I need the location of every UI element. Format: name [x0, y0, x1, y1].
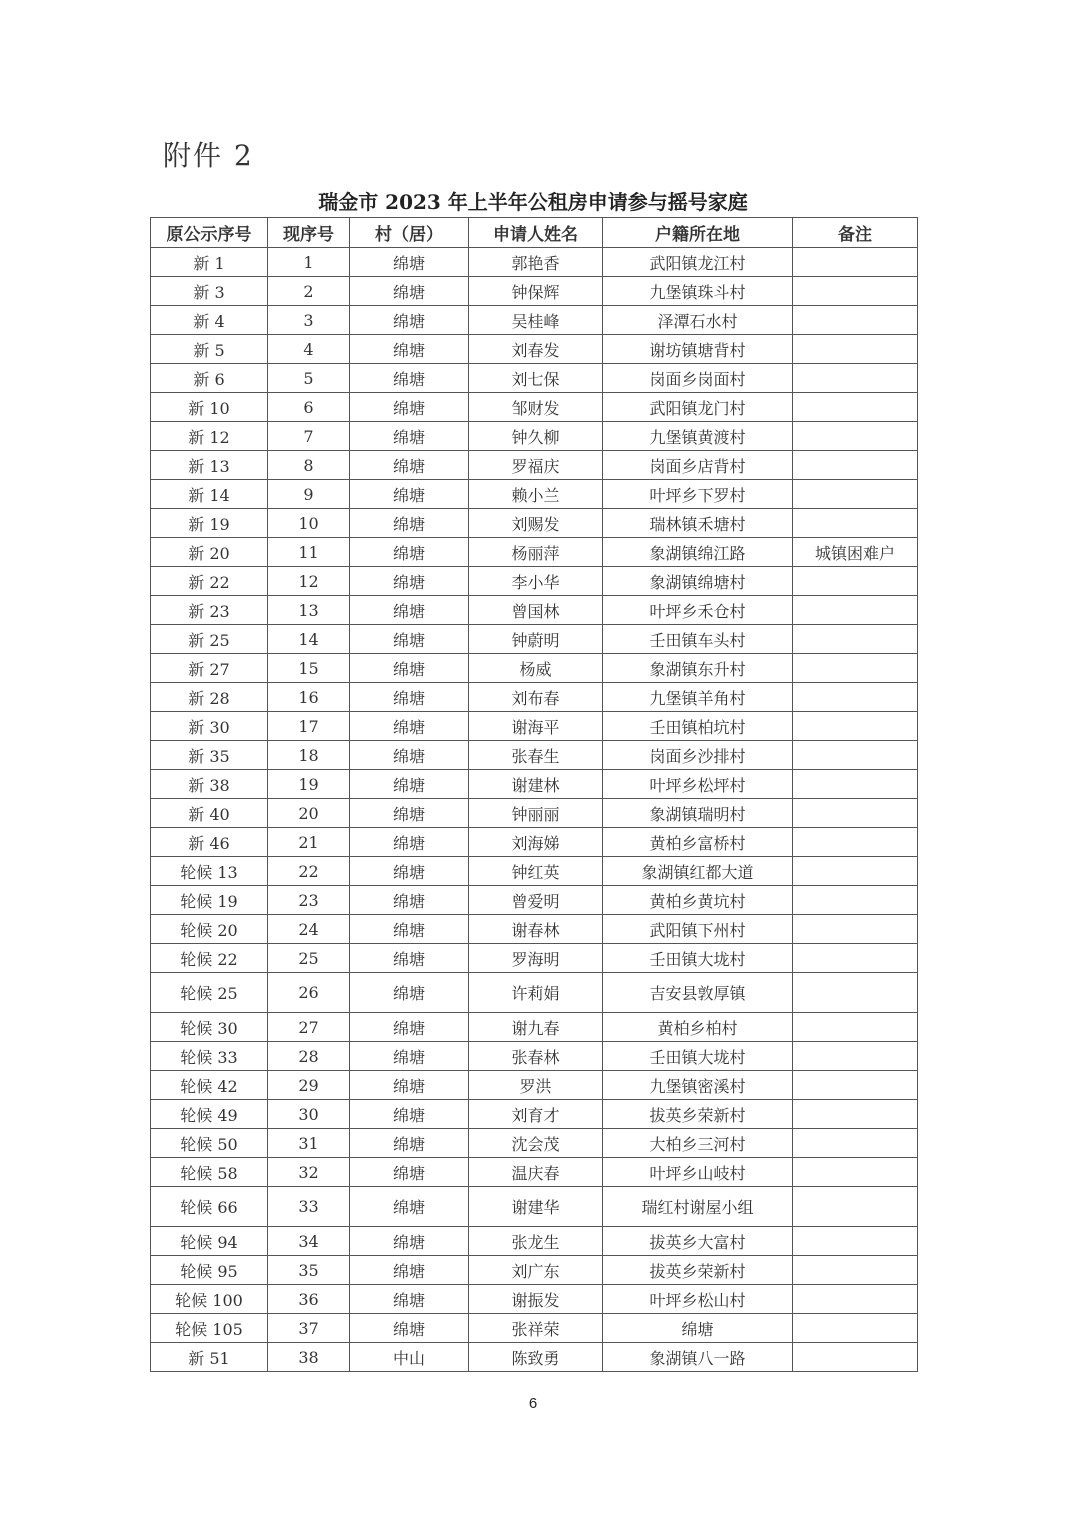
current-no-cell: 33 — [268, 1187, 350, 1227]
table-row — [151, 654, 918, 683]
household-location-cell: 拔英乡荣新村 — [603, 1256, 793, 1285]
column-header-original-no: 原公示序号 — [151, 218, 268, 248]
village-cell: 绵塘 — [350, 1071, 469, 1100]
household-location-cell: 九堡镇珠斗村 — [603, 277, 793, 306]
household-location-cell: 象湖镇绵江路 — [603, 538, 793, 567]
village-cell: 绵塘 — [350, 567, 469, 596]
applicant-name-cell: 钟久柳 — [469, 422, 603, 451]
current-no-cell: 35 — [268, 1256, 350, 1285]
applicant-name-cell: 谢春林 — [469, 915, 603, 944]
household-location-cell: 叶坪乡禾仓村 — [603, 596, 793, 625]
remarks-cell — [793, 973, 918, 1013]
original-no-cell: 轮候 42 — [151, 1071, 268, 1100]
village-cell: 绵塘 — [350, 248, 469, 277]
household-location-cell: 壬田镇柏坑村 — [603, 712, 793, 741]
remarks-cell — [793, 422, 918, 451]
village-cell: 绵塘 — [350, 683, 469, 712]
original-no-cell: 新 4 — [151, 306, 268, 335]
table-row — [151, 364, 918, 393]
table-row — [151, 248, 918, 277]
household-location-cell: 壬田镇大垅村 — [603, 944, 793, 973]
village-cell: 绵塘 — [350, 364, 469, 393]
original-no-cell: 轮候 13 — [151, 857, 268, 886]
table-row — [151, 422, 918, 451]
current-no-cell: 4 — [268, 335, 350, 364]
original-no-cell: 轮候 33 — [151, 1042, 268, 1071]
applicant-name-cell: 谢建华 — [469, 1187, 603, 1227]
original-no-cell: 新 23 — [151, 596, 268, 625]
table-row — [151, 1314, 918, 1343]
village-cell: 绵塘 — [350, 1314, 469, 1343]
remarks-cell — [793, 1227, 918, 1256]
original-no-cell: 轮候 49 — [151, 1100, 268, 1129]
household-location-cell: 九堡镇黄渡村 — [603, 422, 793, 451]
table-row — [151, 770, 918, 799]
applicant-name-cell: 李小华 — [469, 567, 603, 596]
original-no-cell: 轮候 95 — [151, 1256, 268, 1285]
village-cell: 绵塘 — [350, 277, 469, 306]
applicant-name-cell: 杨丽萍 — [469, 538, 603, 567]
household-location-cell: 九堡镇密溪村 — [603, 1071, 793, 1100]
applicant-name-cell: 曾国林 — [469, 596, 603, 625]
applicant-name-cell: 郭艳香 — [469, 248, 603, 277]
table-row — [151, 480, 918, 509]
column-header-remarks: 备注 — [793, 218, 918, 248]
original-no-cell: 轮候 30 — [151, 1013, 268, 1042]
household-location-cell: 岗面乡沙排村 — [603, 741, 793, 770]
table-row — [151, 596, 918, 625]
applicant-name-cell: 刘七保 — [469, 364, 603, 393]
table-header-row — [151, 218, 918, 248]
applicant-name-cell: 赖小兰 — [469, 480, 603, 509]
remarks-cell — [793, 1042, 918, 1071]
current-no-cell: 8 — [268, 451, 350, 480]
village-cell: 绵塘 — [350, 335, 469, 364]
village-cell: 绵塘 — [350, 451, 469, 480]
original-no-cell: 轮候 66 — [151, 1187, 268, 1227]
village-cell: 绵塘 — [350, 1256, 469, 1285]
table-row — [151, 712, 918, 741]
remarks-cell — [793, 944, 918, 973]
applicant-name-cell: 谢建林 — [469, 770, 603, 799]
current-no-cell: 14 — [268, 625, 350, 654]
remarks-cell — [793, 915, 918, 944]
village-cell: 绵塘 — [350, 973, 469, 1013]
original-no-cell: 新 27 — [151, 654, 268, 683]
current-no-cell: 7 — [268, 422, 350, 451]
current-no-cell: 15 — [268, 654, 350, 683]
applicant-name-cell: 张春生 — [469, 741, 603, 770]
remarks-cell — [793, 654, 918, 683]
original-no-cell: 新 35 — [151, 741, 268, 770]
remarks-cell — [793, 1256, 918, 1285]
village-cell: 绵塘 — [350, 509, 469, 538]
household-location-cell: 象湖镇红都大道 — [603, 857, 793, 886]
applicant-name-cell: 张祥荣 — [469, 1314, 603, 1343]
applicant-name-cell: 张龙生 — [469, 1227, 603, 1256]
village-cell: 绵塘 — [350, 915, 469, 944]
applicant-name-cell: 杨威 — [469, 654, 603, 683]
current-no-cell: 38 — [268, 1343, 350, 1372]
original-no-cell: 轮候 50 — [151, 1129, 268, 1158]
original-no-cell: 轮候 105 — [151, 1314, 268, 1343]
original-no-cell: 新 10 — [151, 393, 268, 422]
household-location-cell: 叶坪乡松山村 — [603, 1285, 793, 1314]
household-location-cell: 黄柏乡黄坑村 — [603, 886, 793, 915]
applicant-name-cell: 沈会茂 — [469, 1129, 603, 1158]
original-no-cell: 新 3 — [151, 277, 268, 306]
table-row — [151, 857, 918, 886]
current-no-cell: 6 — [268, 393, 350, 422]
current-no-cell: 9 — [268, 480, 350, 509]
remarks-cell — [793, 1100, 918, 1129]
remarks-cell — [793, 364, 918, 393]
current-no-cell: 18 — [268, 741, 350, 770]
applicant-name-cell: 钟丽丽 — [469, 799, 603, 828]
household-location-cell: 绵塘 — [603, 1314, 793, 1343]
household-location-cell: 拔英乡大富村 — [603, 1227, 793, 1256]
original-no-cell: 新 13 — [151, 451, 268, 480]
original-no-cell: 新 38 — [151, 770, 268, 799]
remarks-cell — [793, 509, 918, 538]
household-location-cell: 叶坪乡松坪村 — [603, 770, 793, 799]
current-no-cell: 25 — [268, 944, 350, 973]
page-number: 6 — [528, 1395, 538, 1412]
original-no-cell: 新 40 — [151, 799, 268, 828]
table-row — [151, 277, 918, 306]
village-cell: 绵塘 — [350, 828, 469, 857]
original-no-cell: 轮候 94 — [151, 1227, 268, 1256]
remarks-cell — [793, 857, 918, 886]
village-cell: 绵塘 — [350, 596, 469, 625]
table-row — [151, 886, 918, 915]
original-no-cell: 新 19 — [151, 509, 268, 538]
household-location-cell: 象湖镇八一路 — [603, 1343, 793, 1372]
original-no-cell: 新 6 — [151, 364, 268, 393]
village-cell: 绵塘 — [350, 1042, 469, 1071]
current-no-cell: 28 — [268, 1042, 350, 1071]
table-row — [151, 1227, 918, 1256]
table-row — [151, 828, 918, 857]
household-location-cell: 大柏乡三河村 — [603, 1129, 793, 1158]
household-location-cell: 九堡镇羊角村 — [603, 683, 793, 712]
village-cell: 绵塘 — [350, 712, 469, 741]
original-no-cell: 新 20 — [151, 538, 268, 567]
village-cell: 绵塘 — [350, 654, 469, 683]
original-no-cell: 轮候 100 — [151, 1285, 268, 1314]
village-cell: 绵塘 — [350, 1158, 469, 1187]
current-no-cell: 20 — [268, 799, 350, 828]
applicant-name-cell: 陈致勇 — [469, 1343, 603, 1372]
household-location-cell: 叶坪乡下罗村 — [603, 480, 793, 509]
table-row — [151, 509, 918, 538]
table-row — [151, 1100, 918, 1129]
original-no-cell: 新 22 — [151, 567, 268, 596]
household-location-cell: 象湖镇东升村 — [603, 654, 793, 683]
original-no-cell: 新 28 — [151, 683, 268, 712]
table-row — [151, 1256, 918, 1285]
village-cell: 绵塘 — [350, 857, 469, 886]
remarks-cell — [793, 1158, 918, 1187]
remarks-cell — [793, 277, 918, 306]
applicant-name-cell: 吴桂峰 — [469, 306, 603, 335]
remarks-cell — [793, 480, 918, 509]
column-header-village: 村（居） — [350, 218, 469, 248]
village-cell: 中山 — [350, 1343, 469, 1372]
household-location-cell: 岗面乡店背村 — [603, 451, 793, 480]
applicant-name-cell: 曾爱明 — [469, 886, 603, 915]
village-cell: 绵塘 — [350, 480, 469, 509]
remarks-cell — [793, 1285, 918, 1314]
original-no-cell: 轮候 20 — [151, 915, 268, 944]
remarks-cell — [793, 567, 918, 596]
village-cell: 绵塘 — [350, 393, 469, 422]
original-no-cell: 新 46 — [151, 828, 268, 857]
current-no-cell: 23 — [268, 886, 350, 915]
applicant-name-cell: 刘育才 — [469, 1100, 603, 1129]
village-cell: 绵塘 — [350, 799, 469, 828]
table-row — [151, 1071, 918, 1100]
table-row — [151, 306, 918, 335]
column-header-applicant-name: 申请人姓名 — [469, 218, 603, 248]
current-no-cell: 29 — [268, 1071, 350, 1100]
current-no-cell: 37 — [268, 1314, 350, 1343]
table-row — [151, 335, 918, 364]
table-row — [151, 538, 918, 567]
original-no-cell: 新 5 — [151, 335, 268, 364]
table-row — [151, 1343, 918, 1372]
applicant-name-cell: 谢海平 — [469, 712, 603, 741]
household-location-cell: 黄柏乡富桥村 — [603, 828, 793, 857]
remarks-cell — [793, 335, 918, 364]
household-location-cell: 武阳镇下州村 — [603, 915, 793, 944]
original-no-cell: 轮候 25 — [151, 973, 268, 1013]
applicant-name-cell: 刘春发 — [469, 335, 603, 364]
remarks-cell — [793, 1187, 918, 1227]
applicant-name-cell: 刘布春 — [469, 683, 603, 712]
current-no-cell: 19 — [268, 770, 350, 799]
original-no-cell: 新 51 — [151, 1343, 268, 1372]
village-cell: 绵塘 — [350, 1227, 469, 1256]
applicant-name-cell: 邹财发 — [469, 393, 603, 422]
household-location-cell: 瑞林镇禾塘村 — [603, 509, 793, 538]
table-row — [151, 1042, 918, 1071]
applicant-name-cell: 钟红英 — [469, 857, 603, 886]
current-no-cell: 16 — [268, 683, 350, 712]
current-no-cell: 5 — [268, 364, 350, 393]
village-cell: 绵塘 — [350, 625, 469, 654]
table-row — [151, 1129, 918, 1158]
current-no-cell: 26 — [268, 973, 350, 1013]
household-location-cell: 拔英乡荣新村 — [603, 1100, 793, 1129]
applicant-name-cell: 张春林 — [469, 1042, 603, 1071]
table-row — [151, 1158, 918, 1187]
table-row — [151, 567, 918, 596]
remarks-cell — [793, 712, 918, 741]
remarks-cell — [793, 625, 918, 654]
current-no-cell: 21 — [268, 828, 350, 857]
current-no-cell: 32 — [268, 1158, 350, 1187]
household-location-cell: 武阳镇龙门村 — [603, 393, 793, 422]
applicant-name-cell: 刘海娣 — [469, 828, 603, 857]
current-no-cell: 24 — [268, 915, 350, 944]
village-cell: 绵塘 — [350, 1129, 469, 1158]
applicant-name-cell: 钟蔚明 — [469, 625, 603, 654]
current-no-cell: 3 — [268, 306, 350, 335]
original-no-cell: 新 1 — [151, 248, 268, 277]
remarks-cell — [793, 248, 918, 277]
village-cell: 绵塘 — [350, 741, 469, 770]
column-header-household-location: 户籍所在地 — [603, 218, 793, 248]
applicant-name-cell: 刘赐发 — [469, 509, 603, 538]
household-location-cell: 谢坊镇塘背村 — [603, 335, 793, 364]
village-cell: 绵塘 — [350, 422, 469, 451]
applicant-name-cell: 谢九春 — [469, 1013, 603, 1042]
table-row — [151, 799, 918, 828]
current-no-cell: 36 — [268, 1285, 350, 1314]
remarks-cell — [793, 683, 918, 712]
column-header-current-no: 现序号 — [268, 218, 350, 248]
remarks-cell — [793, 1071, 918, 1100]
village-cell: 绵塘 — [350, 538, 469, 567]
document-title: 瑞金市 2023 年上半年公租房申请参与摇号家庭 — [318, 190, 748, 214]
household-location-cell: 吉安县敦厚镇 — [603, 973, 793, 1013]
current-no-cell: 17 — [268, 712, 350, 741]
original-no-cell: 新 30 — [151, 712, 268, 741]
table-row — [151, 1187, 918, 1227]
applicant-table — [150, 217, 918, 1372]
current-no-cell: 27 — [268, 1013, 350, 1042]
original-no-cell: 轮候 22 — [151, 944, 268, 973]
remarks-cell — [793, 1129, 918, 1158]
remarks-cell — [793, 1013, 918, 1042]
remarks-cell — [793, 828, 918, 857]
village-cell: 绵塘 — [350, 1285, 469, 1314]
remarks-cell — [793, 799, 918, 828]
original-no-cell: 新 25 — [151, 625, 268, 654]
original-no-cell: 新 12 — [151, 422, 268, 451]
table-row — [151, 393, 918, 422]
village-cell: 绵塘 — [350, 1187, 469, 1227]
applicant-name-cell: 罗洪 — [469, 1071, 603, 1100]
household-location-cell: 黄柏乡柏村 — [603, 1013, 793, 1042]
current-no-cell: 30 — [268, 1100, 350, 1129]
village-cell: 绵塘 — [350, 886, 469, 915]
remarks-cell — [793, 451, 918, 480]
current-no-cell: 10 — [268, 509, 350, 538]
household-location-cell: 武阳镇龙江村 — [603, 248, 793, 277]
household-location-cell: 象湖镇绵塘村 — [603, 567, 793, 596]
household-location-cell: 壬田镇大垅村 — [603, 1042, 793, 1071]
remarks-cell — [793, 1343, 918, 1372]
applicant-name-cell: 刘广东 — [469, 1256, 603, 1285]
table-row — [151, 625, 918, 654]
applicant-name-cell: 温庆春 — [469, 1158, 603, 1187]
original-no-cell: 轮候 19 — [151, 886, 268, 915]
current-no-cell: 22 — [268, 857, 350, 886]
applicant-name-cell: 许莉娟 — [469, 973, 603, 1013]
remarks-cell: 城镇困难户 — [793, 538, 918, 567]
table-row — [151, 741, 918, 770]
remarks-cell — [793, 306, 918, 335]
current-no-cell: 34 — [268, 1227, 350, 1256]
village-cell: 绵塘 — [350, 770, 469, 799]
household-location-cell: 象湖镇瑞明村 — [603, 799, 793, 828]
table-row — [151, 1285, 918, 1314]
village-cell: 绵塘 — [350, 306, 469, 335]
remarks-cell — [793, 741, 918, 770]
remarks-cell — [793, 770, 918, 799]
table-row — [151, 683, 918, 712]
applicant-name-cell: 罗海明 — [469, 944, 603, 973]
current-no-cell: 11 — [268, 538, 350, 567]
current-no-cell: 12 — [268, 567, 350, 596]
table-row — [151, 451, 918, 480]
current-no-cell: 2 — [268, 277, 350, 306]
table-row — [151, 973, 918, 1013]
applicant-name-cell: 谢振发 — [469, 1285, 603, 1314]
table-row — [151, 1013, 918, 1042]
remarks-cell — [793, 886, 918, 915]
table-body — [151, 248, 918, 1372]
remarks-cell — [793, 596, 918, 625]
table-row — [151, 944, 918, 973]
applicant-name-cell: 钟保辉 — [469, 277, 603, 306]
village-cell: 绵塘 — [350, 1100, 469, 1129]
original-no-cell: 轮候 58 — [151, 1158, 268, 1187]
household-location-cell: 壬田镇车头村 — [603, 625, 793, 654]
village-cell: 绵塘 — [350, 1013, 469, 1042]
current-no-cell: 13 — [268, 596, 350, 625]
current-no-cell: 1 — [268, 248, 350, 277]
household-location-cell: 瑞红村谢屋小组 — [603, 1187, 793, 1227]
remarks-cell — [793, 1314, 918, 1343]
table-row — [151, 915, 918, 944]
household-location-cell: 泽潭石水村 — [603, 306, 793, 335]
household-location-cell: 叶坪乡山岐村 — [603, 1158, 793, 1187]
applicant-name-cell: 罗福庆 — [469, 451, 603, 480]
remarks-cell — [793, 393, 918, 422]
household-location-cell: 岗面乡岗面村 — [603, 364, 793, 393]
village-cell: 绵塘 — [350, 944, 469, 973]
attachment-label: 附件 2 — [163, 139, 254, 172]
original-no-cell: 新 14 — [151, 480, 268, 509]
current-no-cell: 31 — [268, 1129, 350, 1158]
